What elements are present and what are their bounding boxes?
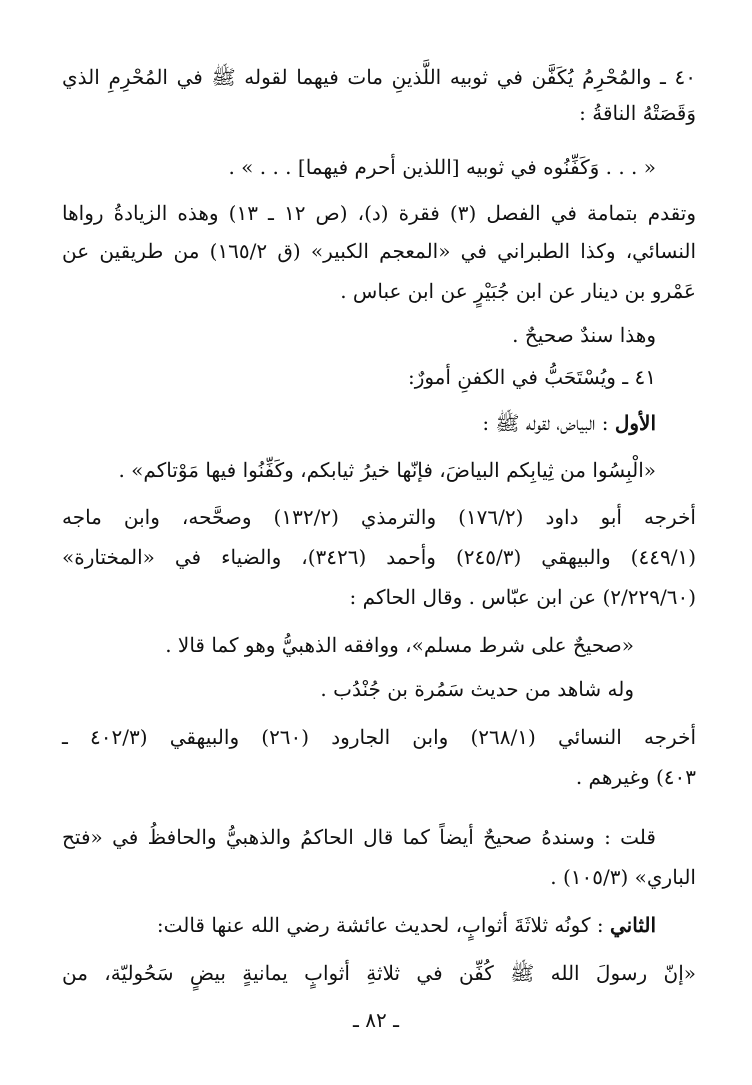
text-line: (٤٤٩/١) والبيهقي (٢٤٥/٣) وأحمد (٣٤٢٦)، والضياء في «المختارة» <box>62 545 696 569</box>
text-line: أخرجه النسائي (٢٦٨/١) وابن الجارود (٢٦٠) والبيهقي (٤٠٢/٣ ـ <box>62 725 697 749</box>
text-line: وله شاهد من حديث سَمُرة بن جُنْدُب . <box>320 677 634 701</box>
section-heading: ٤١ ـ ويُسْتَحَبُّ في الكفنِ أمورٌ: <box>407 365 656 389</box>
text-line: أخرجه أبو داود (١٧٦/٢) والترمذي (١٣٢/٢) وصحَّحه، وابن ماجه <box>62 505 696 529</box>
text-line: النسائي، وكذا الطبراني في «المعجم الكبير» (ق ١٦٥/٢) من طريقين عن <box>62 239 697 263</box>
text-line <box>157 910 656 940</box>
text-line: ٤٠٣) وغيرهم . <box>575 765 696 789</box>
second-point-text: : كونُه ثلاثَةَ أثوابٍ، لحديث عائشة رضي الله عنها قالت: <box>156 913 610 937</box>
second-point-label: الثاني <box>609 913 656 937</box>
hadith-quote: «إنّ رسولَ الله ﷺ كُفِّن في ثلاثةِ أثوابٍ يمانيةٍ بيضٍ سَحُوليّة، من <box>62 961 696 985</box>
page-number: ـ ٨٢ ـ <box>353 1008 399 1032</box>
hadith-quote: «الْبِسُوا من ثِيابِكم البياضَ، فإنّها خيرُ ثيابكم، وكَفِّنُوا فيها مَوْتاكم» . <box>118 458 656 482</box>
text-line: ٤٠ ـ والمُحْرِمُ يُكَفَّن في ثوبيه اللَّذينِ مات فيهما لقوله ﷺ في المُحْرِمِ الذي <box>62 65 696 89</box>
text-line: «صحيحٌ على شرط مسلم»، ووافقه الذهبيُّ وهو كما قالا . <box>165 633 634 657</box>
text-line <box>482 408 656 438</box>
hadith-quote: « . . . وَكَفِّنُوه في ثوبيه [اللذين أحرم فيهما] . . . » . <box>228 155 656 179</box>
text-line: قلت : وسندهُ صحيحٌ أيضاً كما قال الحاكمُ والذهبيُّ والحافظُ في «فتح <box>62 825 656 849</box>
text-line: وَقَصَتْهُ الناقةُ : <box>579 101 696 125</box>
first-point-label: الأول <box>614 411 656 435</box>
text-line: وهذا سندٌ صحيحٌ . <box>512 323 656 347</box>
text-line: الباري» (١٠٥/٣) . <box>550 865 696 889</box>
text-line: وتقدم بتمامة في الفصل (٣) فقرة (د)، (ص ١٢ ـ ١٣) وهذه الزيادةُ رواها <box>62 201 697 225</box>
first-point-text: : البياض، لقوله ﷺ : <box>482 411 615 435</box>
text-line: عَمْرو بن دينار عن ابن جُبَيْرٍ عن ابن عباس . <box>340 279 696 303</box>
text-line: (٢/٢٢٩/٦٠) عن ابن عبّاس . وقال الحاكم : <box>349 585 696 609</box>
